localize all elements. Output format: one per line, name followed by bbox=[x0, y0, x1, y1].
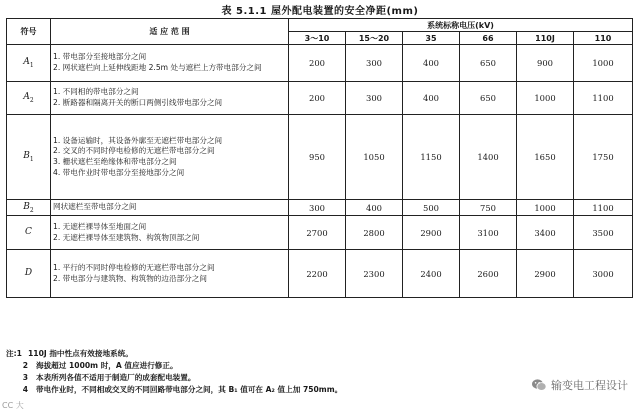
note-text: 本表所列各值不适用于制造厂的成套配电装置。 bbox=[36, 373, 196, 382]
row-scope bbox=[51, 216, 289, 250]
clearance-value: 1000 bbox=[517, 82, 574, 115]
table-row bbox=[7, 250, 633, 298]
row-symbol: $A_2$ bbox=[7, 82, 51, 115]
scope-line: 1. 不同相的带电部分之间 bbox=[53, 87, 139, 97]
clearance-value: 400 bbox=[346, 200, 403, 216]
scope-line: 1. 平行的不同时停电检修的无遮栏带电部分之间 bbox=[53, 262, 215, 272]
clearance-value: 2900 bbox=[517, 250, 574, 298]
clearance-value: 2600 bbox=[460, 250, 517, 298]
clearance-value: 200 bbox=[289, 45, 346, 82]
clearance-value: 1000 bbox=[517, 200, 574, 216]
note-number: 注:1 bbox=[6, 349, 22, 358]
header-voltage-group: 系统标称电压(kV) bbox=[289, 19, 633, 32]
scope-line: 2. 无遮栏裸导体至建筑物、构筑物顶部之间 bbox=[53, 232, 200, 242]
table-row bbox=[7, 115, 633, 200]
note-number: 3 bbox=[22, 373, 28, 382]
clearance-value: 2200 bbox=[289, 250, 346, 298]
row-symbol: C bbox=[7, 216, 51, 250]
scope-line: 1. 无遮栏裸导体至地面之间 bbox=[53, 221, 147, 231]
note-text: 带电作业时，不同相或交叉的不同回路带电部分之间，其 B₁ 值可在 A₂ 值上加 750mm。 bbox=[36, 385, 343, 394]
scope-line: 网状遮栏至带电部分之间 bbox=[53, 202, 137, 212]
row-symbol: D bbox=[7, 250, 51, 298]
clearance-value: 950 bbox=[289, 115, 346, 200]
table-row bbox=[7, 82, 633, 115]
note-item bbox=[6, 360, 636, 372]
clearance-value: 200 bbox=[289, 82, 346, 115]
clearance-value: 3100 bbox=[460, 216, 517, 250]
header-voltage: 15～20 bbox=[346, 32, 403, 45]
header-voltage: 35 bbox=[403, 32, 460, 45]
scope-line: 2. 断路器和隔离开关的断口两侧引线带电部分之间 bbox=[53, 98, 223, 107]
clearance-value: 2800 bbox=[346, 216, 403, 250]
header-voltage: 110 bbox=[574, 32, 633, 45]
note-text: 海拔超过 1000m 时，A 值应进行修正。 bbox=[36, 361, 178, 370]
clearance-value: 400 bbox=[403, 82, 460, 115]
header-symbol: 符号 bbox=[7, 19, 51, 45]
row-symbol: $B_1$ bbox=[7, 115, 51, 200]
header-voltage: 3～10 bbox=[289, 32, 346, 45]
clearance-value: 300 bbox=[346, 82, 403, 115]
clearance-value: 1000 bbox=[574, 45, 633, 82]
wechat-icon bbox=[531, 377, 547, 393]
header-voltage: 110J bbox=[517, 32, 574, 45]
clearance-value: 2300 bbox=[346, 250, 403, 298]
clearance-value: 300 bbox=[346, 45, 403, 82]
clearance-value: 500 bbox=[403, 200, 460, 216]
header-scope: 适 应 范 围 bbox=[51, 19, 289, 45]
clearance-value: 400 bbox=[403, 45, 460, 82]
scope-line: 2. 网状遮栏向上延伸线距地 2.5m 处与遮栏上方带电部分之间 bbox=[53, 63, 262, 72]
note-number: 4 bbox=[22, 385, 28, 394]
table-row bbox=[7, 200, 633, 216]
clearance-value: 650 bbox=[460, 45, 517, 82]
clearance-value: 750 bbox=[460, 200, 517, 216]
clearance-value: 300 bbox=[289, 200, 346, 216]
clearance-value: 3400 bbox=[517, 216, 574, 250]
clearance-value: 1150 bbox=[403, 115, 460, 200]
note-item bbox=[6, 348, 636, 360]
row-symbol: $A_1$ bbox=[7, 45, 51, 82]
clearance-value: 900 bbox=[517, 45, 574, 82]
row-scope bbox=[51, 200, 289, 216]
clearance-value: 1100 bbox=[574, 200, 633, 216]
note-number: 2 bbox=[22, 361, 28, 370]
watermark bbox=[531, 377, 628, 393]
header-voltage: 66 bbox=[460, 32, 517, 45]
note-text: 110J 指中性点有效接地系统。 bbox=[28, 349, 133, 358]
scope-line: 4. 带电作业时带电部分至接地部分之间 bbox=[53, 167, 185, 177]
row-scope bbox=[51, 115, 289, 200]
clearance-value: 2900 bbox=[403, 216, 460, 250]
clearance-value: 650 bbox=[460, 82, 517, 115]
scope-line: 2. 交叉的不同时停电检修的无遮栏带电部分之间 bbox=[53, 146, 215, 156]
clearance-value: 1400 bbox=[460, 115, 517, 200]
clearance-value: 1650 bbox=[517, 115, 574, 200]
row-scope bbox=[51, 82, 289, 115]
clearance-value: 3000 bbox=[574, 250, 633, 298]
clearance-value: 2700 bbox=[289, 216, 346, 250]
clearance-value: 1050 bbox=[346, 115, 403, 200]
clearance-table bbox=[6, 18, 633, 298]
table-row bbox=[7, 45, 633, 82]
corner-watermark: CC 大 bbox=[2, 401, 24, 410]
clearance-value: 1100 bbox=[574, 82, 633, 115]
row-symbol: $B_2$ bbox=[7, 200, 51, 216]
table-row bbox=[7, 216, 633, 250]
row-scope bbox=[51, 250, 289, 298]
scope-line: 2. 带电部分与建筑物、构筑物的边沿部分之间 bbox=[53, 273, 207, 283]
table-title: 表 5.1.1 屋外配电装置的安全净距(mm) bbox=[221, 6, 419, 17]
scope-line: 1. 设备运输时，其设备外廓至无遮栏带电部分之间 bbox=[53, 135, 223, 145]
scope-line: 3. 栅状遮栏至绝缘体和带电部分之间 bbox=[53, 157, 177, 166]
clearance-value: 1750 bbox=[574, 115, 633, 200]
row-scope bbox=[51, 45, 289, 82]
clearance-value: 3500 bbox=[574, 216, 633, 250]
scope-line: 1. 带电部分至接地部分之间 bbox=[53, 52, 147, 62]
clearance-value: 2400 bbox=[403, 250, 460, 298]
watermark-label: 输变电工程设计 bbox=[551, 379, 628, 392]
